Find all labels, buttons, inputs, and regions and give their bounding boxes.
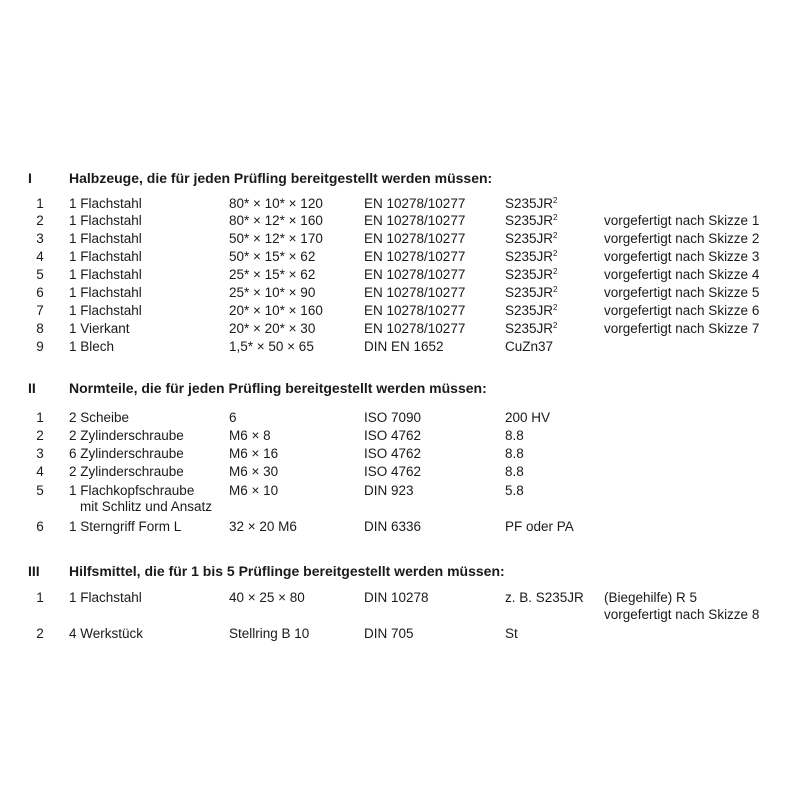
footnote-mark: 2 — [553, 267, 558, 276]
row-dimensions: 6 — [229, 410, 237, 425]
row-description-continuation: mit Schlitz und Ansatz — [80, 499, 213, 514]
row-dimensions: M6 × 10 — [229, 483, 279, 498]
row-description: 1 Flachstahl — [69, 267, 142, 282]
section-numeral: III — [28, 563, 40, 579]
row-number: 8 — [36, 321, 44, 336]
row-dimensions: 80* × 12* × 160 — [229, 213, 323, 228]
row-number: 1 — [36, 196, 44, 211]
row-description: 2 Scheibe — [69, 410, 130, 425]
row-material: St — [505, 626, 518, 641]
row-standard: EN 10278/10277 — [364, 231, 466, 246]
row-dimensions: M6 × 16 — [229, 446, 279, 461]
row-dimensions: 25* × 15* × 62 — [229, 267, 316, 282]
row-material: $S235JR^2$ — [505, 196, 558, 211]
row-description: 1 Flachstahl — [69, 303, 142, 318]
table-row — [0, 589, 800, 606]
table-row — [0, 320, 800, 337]
footnote-mark: 2 — [553, 321, 558, 330]
table-row — [0, 230, 800, 247]
table-row — [0, 427, 800, 444]
table-row — [0, 482, 800, 499]
row-description: 1 Flachstahl — [69, 213, 142, 228]
row-material: 5.8 — [505, 483, 524, 498]
row-number: 1 — [36, 410, 44, 425]
row-number: 3 — [36, 446, 44, 461]
section-numeral: II — [28, 380, 36, 396]
table-row — [0, 518, 800, 535]
row-material: $S235JR^2$ — [505, 303, 558, 318]
table-row-continuation — [0, 498, 800, 515]
row-standard: EN 10278/10277 — [364, 267, 466, 282]
row-dimensions: M6 × 8 — [229, 428, 271, 443]
row-material: z. B. S235JR — [505, 590, 584, 605]
table-row — [0, 445, 800, 462]
footnote-mark: 2 — [553, 249, 558, 258]
row-standard: EN 10278/10277 — [364, 321, 466, 336]
row-material: $S235JR^2$ — [505, 213, 558, 228]
footnote-mark: 2 — [553, 303, 558, 312]
section-numeral: I — [28, 170, 32, 186]
row-description: 1 Flachstahl — [69, 590, 142, 605]
footnote-mark: 2 — [553, 196, 558, 205]
row-dimensions: 50* × 12* × 170 — [229, 231, 323, 246]
table-row — [0, 212, 800, 229]
row-material: $S235JR^2$ — [505, 321, 558, 336]
row-number: 5 — [36, 483, 44, 498]
row-material: $S235JR^2$ — [505, 285, 558, 300]
table-row — [0, 248, 800, 265]
row-note: vorgefertigt nach Skizze 6 — [604, 303, 760, 318]
row-number: 3 — [36, 231, 44, 246]
row-dimensions: 80* × 10* × 120 — [229, 196, 323, 211]
footnote-mark: 2 — [553, 285, 558, 294]
row-standard: DIN 10278 — [364, 590, 429, 605]
table-row-continuation — [0, 606, 800, 623]
table-row — [0, 284, 800, 301]
table-row — [0, 463, 800, 480]
row-dimensions: 40 × 25 × 80 — [229, 590, 305, 605]
table-row — [0, 266, 800, 283]
row-note: vorgefertigt nach Skizze 4 — [604, 267, 760, 282]
section-title: Halbzeuge, die für jeden Prüfling bereitgestellt werden müssen: — [69, 170, 493, 186]
row-note-continuation: vorgefertigt nach Skizze 8 — [604, 607, 760, 622]
row-description: 1 Flachstahl — [69, 249, 142, 264]
row-dimensions: 50* × 15* × 62 — [229, 249, 316, 264]
table-row — [0, 409, 800, 426]
section-title: Hilfsmittel, die für 1 bis 5 Prüflinge bereitgestellt werden müssen: — [69, 563, 505, 579]
row-standard: DIN 6336 — [364, 519, 422, 534]
row-description: 1 Vierkant — [69, 321, 130, 336]
row-number: 1 — [36, 590, 44, 605]
row-number: 2 — [36, 428, 44, 443]
row-note: vorgefertigt nach Skizze 5 — [604, 285, 760, 300]
row-description: 1 Blech — [69, 339, 115, 354]
section-header — [0, 170, 800, 187]
row-dimensions: 25* × 10* × 90 — [229, 285, 316, 300]
row-number: 6 — [36, 285, 44, 300]
row-note: vorgefertigt nach Skizze 7 — [604, 321, 760, 336]
row-number: 4 — [36, 249, 44, 264]
row-dimensions: M6 × 30 — [229, 464, 279, 479]
row-description: 1 Sterngriff Form L — [69, 519, 182, 534]
row-description: 1 Flachstahl — [69, 196, 142, 211]
row-number: 2 — [36, 213, 44, 228]
row-dimensions: 20* × 10* × 160 — [229, 303, 323, 318]
row-description: 1 Flachstahl — [69, 231, 142, 246]
row-material: 8.8 — [505, 446, 524, 461]
row-dimensions: 1,5* × 50 × 65 — [229, 339, 314, 354]
row-standard: ISO 4762 — [364, 446, 422, 461]
row-standard: ISO 4762 — [364, 464, 422, 479]
row-description: 2 Zylinderschraube — [69, 464, 184, 479]
row-number: 7 — [36, 303, 44, 318]
row-standard: DIN EN 1652 — [364, 339, 444, 354]
row-description: 1 Flachstahl — [69, 285, 142, 300]
section-title: Normteile, die für jeden Prüfling bereitgestellt werden müssen: — [69, 380, 487, 396]
row-description: 6 Zylinderschraube — [69, 446, 184, 461]
row-standard: DIN 705 — [364, 626, 414, 641]
row-standard: EN 10278/10277 — [364, 285, 466, 300]
row-material: PF oder PA — [505, 519, 574, 534]
row-note: vorgefertigt nach Skizze 3 — [604, 249, 760, 264]
row-standard: EN 10278/10277 — [364, 196, 466, 211]
row-dimensions: 32 × 20 M6 — [229, 519, 297, 534]
row-material: CuZn37 — [505, 339, 554, 354]
row-description: 1 Flachkopfschraube — [69, 483, 195, 498]
row-standard: DIN 923 — [364, 483, 414, 498]
row-number: 6 — [36, 519, 44, 534]
table-row — [0, 625, 800, 642]
row-material: 8.8 — [505, 464, 524, 479]
row-note: vorgefertigt nach Skizze 2 — [604, 231, 760, 246]
row-standard: ISO 7090 — [364, 410, 422, 425]
row-number: 2 — [36, 626, 44, 641]
row-number: 9 — [36, 339, 44, 354]
row-note: vorgefertigt nach Skizze 1 — [604, 213, 760, 228]
row-description: 2 Zylinderschraube — [69, 428, 184, 443]
row-description: 4 Werkstück — [69, 626, 144, 641]
table-row — [0, 338, 800, 355]
table-row — [0, 302, 800, 319]
row-standard: EN 10278/10277 — [364, 303, 466, 318]
row-material: $S235JR^2$ — [505, 231, 558, 246]
footnote-mark: 2 — [553, 231, 558, 240]
section-header — [0, 380, 800, 397]
row-standard: EN 10278/10277 — [364, 213, 466, 228]
row-material: $S235JR^2$ — [505, 267, 558, 282]
row-standard: ISO 4762 — [364, 428, 422, 443]
row-dimensions: Stellring B 10 — [229, 626, 310, 641]
row-note: (Biegehilfe) R 5 — [604, 590, 698, 605]
section-header — [0, 563, 800, 580]
row-number: 5 — [36, 267, 44, 282]
row-number: 4 — [36, 464, 44, 479]
row-material: $S235JR^2$ — [505, 249, 558, 264]
row-material: 8.8 — [505, 428, 524, 443]
row-material: 200 HV — [505, 410, 551, 425]
row-standard: EN 10278/10277 — [364, 249, 466, 264]
footnote-mark: 2 — [553, 213, 558, 222]
table-row — [0, 195, 800, 212]
row-dimensions: 20* × 20* × 30 — [229, 321, 316, 336]
